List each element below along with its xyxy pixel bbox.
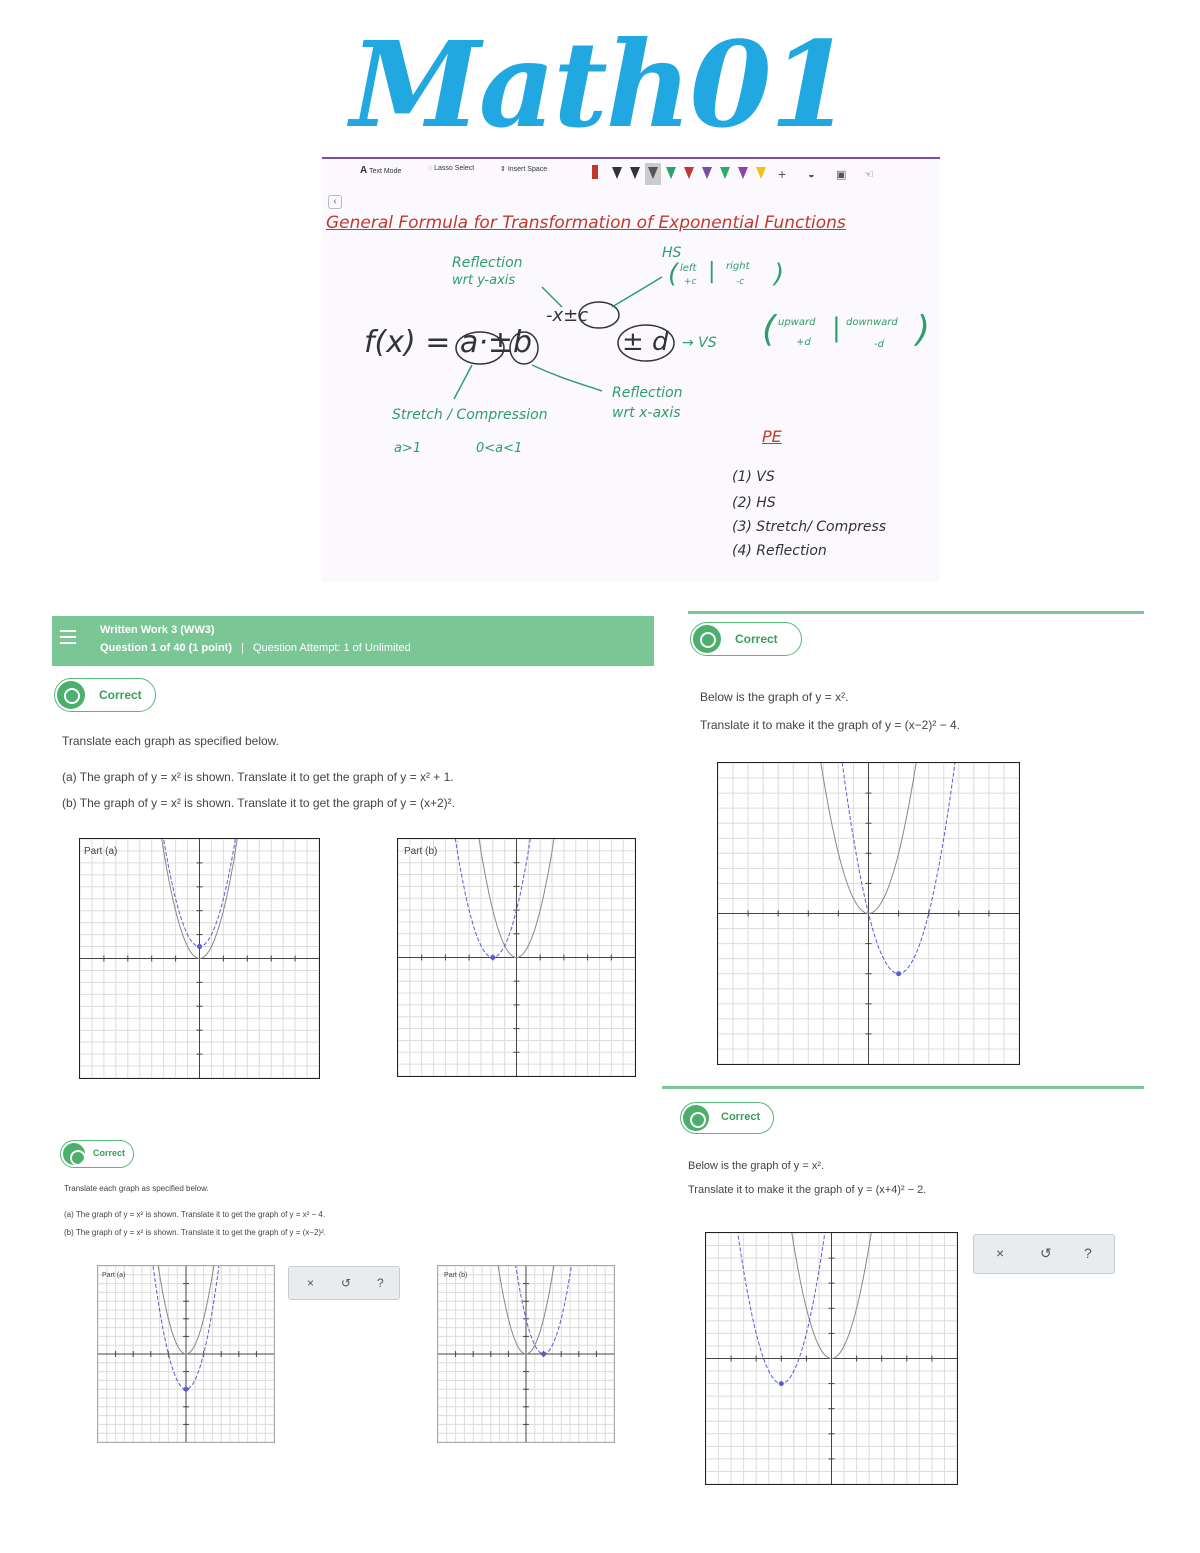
back-button[interactable]: ‹: [328, 195, 342, 209]
vs-downward: downward: [846, 317, 898, 328]
graph-canvas[interactable]: [80, 839, 319, 1078]
vs-upward: upward: [778, 317, 816, 328]
ruler-icon: ▣: [836, 169, 847, 181]
notes-panel: [322, 157, 940, 582]
correct-icon: [63, 1143, 85, 1165]
hs-close-paren: ): [774, 259, 785, 289]
hs-divider: |: [708, 259, 716, 284]
pe-item-3: (3) Stretch/ Compress: [732, 519, 887, 535]
vertex-point: [779, 1381, 784, 1386]
correct-icon: [693, 625, 721, 653]
right-top-line1: Below is the graph of y = x².: [700, 690, 849, 704]
correct-label: Correct: [99, 688, 142, 702]
lasso-icon: ◌: [428, 165, 433, 172]
graph-part-a-label: Part (a): [84, 846, 118, 857]
correct-label: Correct: [721, 1111, 761, 1123]
right-top-divider: [688, 611, 1144, 614]
vertex-point: [541, 1352, 546, 1357]
graph-toolbox-bottom-left: [288, 1266, 400, 1300]
graph-part-b[interactable]: [397, 838, 636, 1077]
banner-question: Question 1 of 40 (1 point): [100, 642, 233, 654]
hs-label: HS: [662, 245, 682, 261]
graph-bottom-right[interactable]: [705, 1232, 958, 1485]
assignment-banner: [52, 616, 654, 666]
reflection-x-line1: Reflection: [612, 385, 683, 401]
vertex-point: [197, 944, 202, 949]
notes-heading: General Formula for Transformation of Exponential Functions: [326, 213, 846, 233]
formula-plus-d: ± d: [622, 327, 669, 357]
stretch-label: Stretch / Compression: [392, 407, 548, 423]
pe-item-2: (2) HS: [732, 495, 776, 511]
vertex-point: [896, 971, 901, 976]
graph-canvas[interactable]: [438, 1266, 614, 1442]
insert-space-label: Insert Space: [507, 166, 548, 173]
close-icon[interactable]: ×: [307, 1276, 315, 1290]
bottom-right-line2: Translate it to make it the graph of y = (x+4)² − 2.: [688, 1184, 927, 1196]
banner-subtitle: [100, 642, 411, 654]
correct-badge-bottom-left: [60, 1140, 134, 1168]
close-icon[interactable]: ×: [996, 1245, 1005, 1261]
part-a-text: (a) The graph of y = x² is shown. Translate it to get the graph of y = x² + 1.: [62, 770, 454, 784]
bottom-left-part-a: (a) The graph of y = x² is shown. Translate it to get the graph of y = x² − 4.: [64, 1210, 326, 1219]
vertex-point: [490, 955, 495, 960]
lasso-select-label: Lasso Select: [434, 165, 475, 172]
graph-canvas[interactable]: [98, 1266, 274, 1442]
graph-part-a[interactable]: [79, 838, 320, 1079]
help-icon[interactable]: ?: [1084, 1245, 1092, 1261]
formula-main: f(x) = a·±b: [364, 325, 533, 360]
compress-condition: 0<a<1: [476, 441, 523, 456]
banner-attempt: Question Attempt: 1 of Unlimited: [253, 642, 411, 654]
bottom-right-divider: [662, 1086, 1144, 1089]
undo-icon[interactable]: ↺: [341, 1276, 352, 1290]
graph-right-top[interactable]: [717, 762, 1020, 1065]
correct-icon: [683, 1105, 709, 1131]
correct-badge: [54, 678, 156, 712]
graph-part-b-label: Part (b): [404, 846, 438, 857]
hs-right-val: -c: [736, 277, 745, 287]
graph-bottom-left-a[interactable]: [97, 1265, 275, 1443]
pe-item-4: (4) Reflection: [732, 543, 827, 559]
instruction-text: Translate each graph as specified below.: [62, 734, 280, 748]
vs-divider: |: [832, 313, 841, 343]
shape-icon: ◒: [808, 169, 815, 181]
insert-space-icon: ⇕: [500, 166, 506, 173]
reflection-y-line1: Reflection: [452, 255, 523, 271]
reflection-y-line2: wrt y-axis: [452, 273, 516, 288]
graph-bottom-left-a-label: Part (a): [102, 1272, 126, 1279]
stretch-condition: a>1: [394, 441, 422, 456]
page-title: Math01: [350, 15, 850, 154]
graph-bottom-left-b-label: Part (b): [444, 1272, 468, 1279]
vs-downward-val: -d: [874, 339, 884, 350]
vertex-point: [184, 1387, 189, 1392]
menu-icon[interactable]: [60, 630, 76, 644]
add-pen-icon: +: [778, 166, 787, 182]
correct-label: Correct: [735, 632, 778, 646]
correct-badge-right-top: [690, 622, 802, 656]
vs-open-paren: (: [762, 309, 777, 350]
graph-canvas[interactable]: [718, 763, 1019, 1064]
correct-label: Correct: [93, 1148, 126, 1158]
graph-toolbox-bottom-right: [973, 1234, 1115, 1274]
pe-item-1: (1) VS: [732, 469, 775, 485]
banner-separator: |: [241, 642, 244, 654]
bottom-left-part-b: (b) The graph of y = x² is shown. Translate it to get the graph of y = (x−2)².: [64, 1228, 326, 1237]
hs-open-paren: (: [668, 259, 679, 289]
bottom-right-line1: Below is the graph of y = x².: [688, 1160, 825, 1172]
correct-icon: [57, 681, 85, 709]
banner-title: Written Work 3 (WW3): [100, 624, 215, 636]
bottom-left-instruction: Translate each graph as specified below.: [64, 1184, 209, 1193]
help-icon[interactable]: ?: [377, 1276, 384, 1290]
hs-left: left: [680, 263, 697, 274]
right-top-line2: Translate it to make it the graph of y = (x−2)² − 4.: [700, 718, 961, 732]
correct-badge-bottom-right: [680, 1102, 774, 1134]
pe-title: PE: [762, 427, 782, 446]
reflection-x-line2: wrt x-axis: [612, 405, 681, 421]
graph-canvas[interactable]: [706, 1233, 957, 1484]
part-b-text: (b) The graph of y = x² is shown. Translate it to get the graph of y = (x+2)².: [62, 796, 455, 810]
arrow-vs: → VS: [682, 335, 717, 351]
graph-canvas[interactable]: [398, 839, 635, 1076]
formula-exponent: -x±c: [546, 305, 589, 326]
text-mode-label: Text Mode: [369, 168, 402, 175]
hs-right: right: [726, 261, 750, 272]
vs-close-paren: ): [916, 309, 931, 350]
touch-icon: ☜: [864, 169, 874, 181]
graph-bottom-left-b[interactable]: [437, 1265, 615, 1443]
vs-upward-val: +d: [796, 337, 811, 348]
text-mode-icon: A: [360, 165, 368, 176]
hs-left-val: +c: [684, 277, 697, 287]
undo-icon[interactable]: ↺: [1040, 1245, 1052, 1261]
